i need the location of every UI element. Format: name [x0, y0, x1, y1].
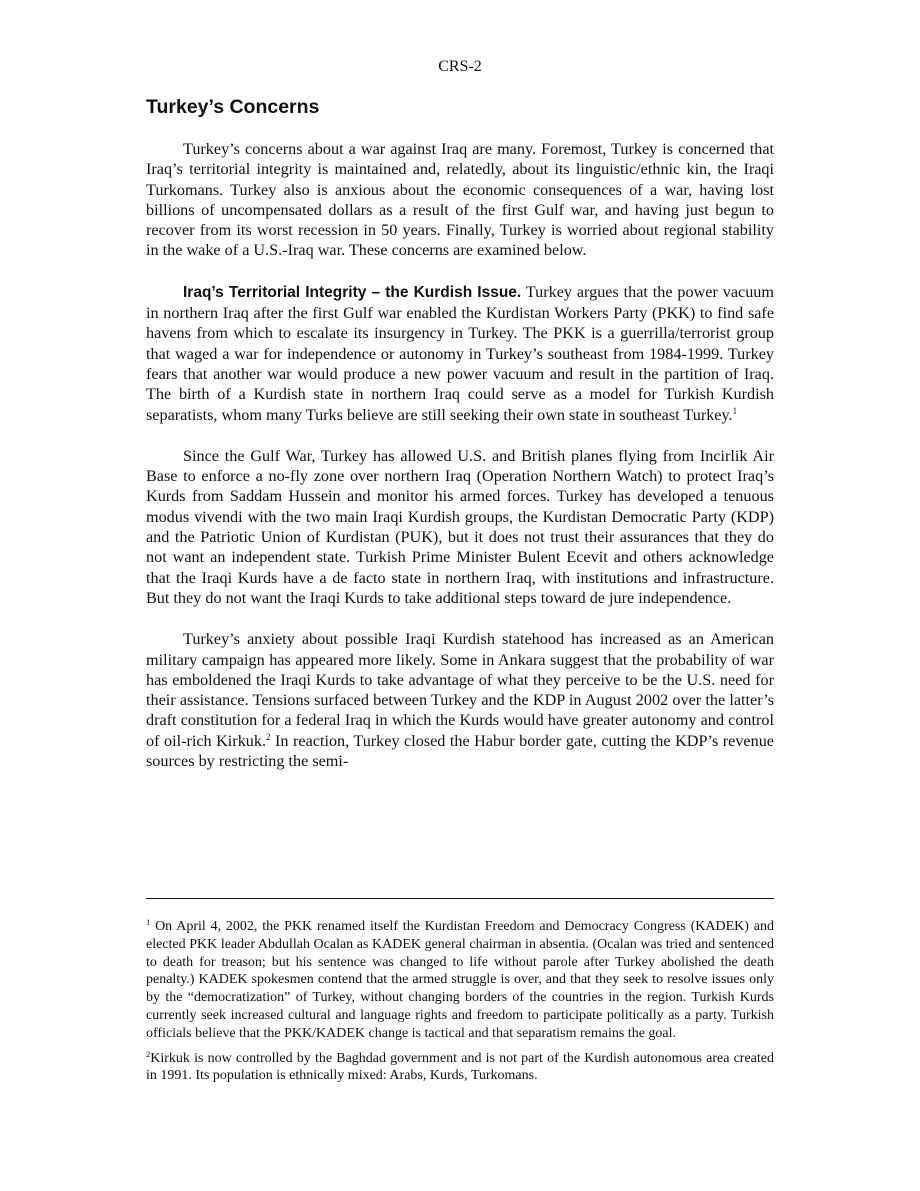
run-in-heading: Iraq’s Territorial Integrity – the Kurdish Issue. [183, 283, 522, 301]
body-text [146, 139, 774, 792]
footnote-text: On April 4, 2002, the PKK renamed itself the Kurdistan Freedom and Democracy Congress (KADEK) and elected PKK leader Abdullah Ocalan as KADEK general chairman in absentia. (Ocalan was tried and sentenced to death for treason; but his sentence was changed to life without parole after Turkey abolished the death penalty.) KADEK spokesmen contend that the armed struggle is over, and that they seek to resolve issues only by the “democratization” of Turkey, without changing borders of the countries in the region. Turkish Kurds currently seek increased cultural and language rights and freedom to participate politically as a party. Turkish officials believe that the PKK/KADEK change is tactical and that separatism remains the goal. [146, 919, 774, 1041]
footnote-text: Kirkuk is now controlled by the Baghdad government and is not part of the Kurdish autonomous area created in 1991. Its population is ethnically mixed: Arabs, Kurds, Turkomans. [146, 1050, 774, 1084]
footnote-number: 1 [146, 917, 151, 927]
footnote [146, 918, 774, 1043]
footnotes [146, 918, 774, 1092]
footnote-number: 2 [146, 1048, 151, 1059]
paragraph [146, 282, 774, 425]
paragraph-text: Turkey’s anxiety about possible Iraqi Kurdish statehood has increased as an American military campaign has appeared more likely. Some in Ankara suggest that the probability of war has emboldened the Iraqi Kurds to take advantage of what they perceive to be the U.S. need for their assistance. Tensions surfaced between Turkey and the KDP in August 2002 over the latter’s draft constitution for a federal Iraq in which the Kurds would have greater autonomy and control of oil-rich Kirkuk. [146, 630, 774, 750]
footnote-reference[interactable]: 2 [266, 731, 271, 742]
footnote-divider [146, 898, 774, 899]
paragraph-text-continued: In reaction, Turkey closed the Habur border gate, cutting the KDP’s revenue sources by restricting the semi- [146, 731, 774, 771]
page-header: CRS-2 [438, 58, 482, 75]
paragraph-text: Turkey’s concerns about a war against Iraq are many. Foremost, Turkey is concerned that Iraq’s territorial integrity is maintained and, relatedly, about its linguistic/ethnic kin, the Iraqi Turkomans. Turkey also is anxious about the economic consequences of a war, having lost billions of uncompensated dollars as a result of the first Gulf war, and having just begun to recover from its worst recession in 50 years. Finally, Turkey is worried about regional stability in the wake of a U.S.-Iraq war. These concerns are examined below. [146, 140, 774, 260]
paragraph [146, 446, 774, 608]
footnote-reference[interactable]: 1 [732, 405, 738, 416]
paragraph-text: Turkey argues that the power vacuum in northern Iraq after the first Gulf war enabled the Kurdistan Workers Party (PKK) to find safe havens from which to escalate its insurgency in Turkey. The PKK is a guerrilla/terrorist group that waged a war for independence or autonomy in Turkey’s southeast from 1984-1999. Turkey fears that another war would produce a new power vacuum and result in the partition of Iraq. The birth of a Kurdish state in northern Iraq could serve as a model for Turkish Kurdish separatists, whom many Turks believe are still seeking their own state in southeast Turkey. [146, 282, 774, 424]
paragraph-text: Since the Gulf War, Turkey has allowed U.S. and British planes flying from Incirlik Air Base to enforce a no-fly zone over northern Iraq (Operation Northern Watch) to protect Iraq’s Kurds from Saddam Hussein and monitor his armed forces. Turkey has developed a tenuous modus vivendi with the two main Iraqi Kurdish groups, the Kurdistan Democratic Party (KDP) and the Patriotic Union of Kurdistan (PUK), but it does not trust their assurances that they do not want an independent state. Turkish Prime Minister Bulent Ecevit and others acknowledge that the Iraqi Kurds have a de facto state in northern Iraq, with institutions and infrastructure. But they do not want the Iraqi Kurds to take additional steps toward de jure independence. [146, 446, 774, 607]
footnote [146, 1050, 774, 1086]
paragraph [146, 629, 774, 771]
section-title: Turkey’s Concerns [146, 96, 320, 118]
paragraph [146, 139, 774, 261]
